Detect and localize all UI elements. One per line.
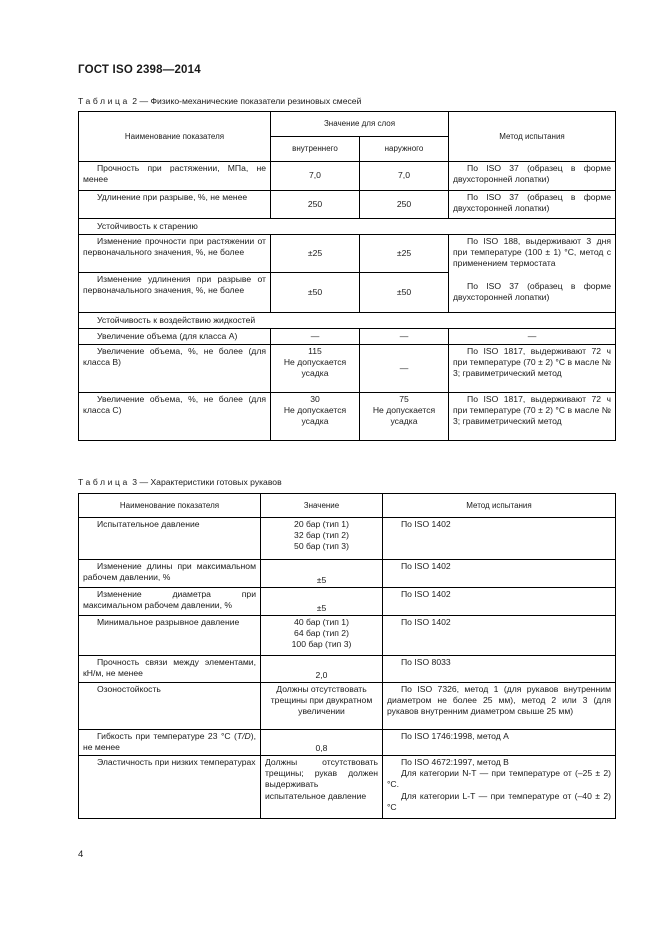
row-name: Изменение удлинения при разрыве от первоначального значения, %, не более xyxy=(79,273,271,313)
row-outer-value: 250 xyxy=(360,191,449,219)
table3-col-method: Метод испытания xyxy=(383,494,616,518)
value-note: Не допускается усадка xyxy=(283,405,347,427)
row-method: — xyxy=(449,329,616,345)
table2-caption-text: 2 — Физико-механические показатели резиновых смесей xyxy=(129,96,362,106)
table-row xyxy=(79,329,616,345)
table-row xyxy=(79,730,616,756)
row-name: Увеличение объема (для класса А) xyxy=(79,329,271,345)
row-outer-value: — xyxy=(360,329,449,345)
table-row xyxy=(79,219,616,235)
row-name: Озоностойкость xyxy=(79,683,261,730)
row-name: Эластичность при низких температурах xyxy=(79,756,261,819)
row-value: Должны отсутствовать трещины; рукав должен выдерживать испытательное давление xyxy=(261,756,383,819)
section-heading-fluids: Устойчивость к воздействию жидкостей xyxy=(79,313,616,329)
table2-caption xyxy=(78,96,361,106)
table3-col-name: Наименование показателя xyxy=(79,494,261,518)
row-outer-value: — xyxy=(360,345,449,393)
table2-col-inner: внутреннего xyxy=(271,137,360,162)
method-line: Для категории L-T — при температуре от (–40 ± 2) °С xyxy=(387,790,611,812)
table-row xyxy=(79,313,616,329)
value-number: 115 xyxy=(308,346,322,356)
row-method: По ISO 1402 xyxy=(383,588,616,616)
row-value xyxy=(261,518,383,560)
row-name: Испытательное давление xyxy=(79,518,261,560)
value-line: 100 бар (тип 3) xyxy=(291,639,352,650)
row-value: Должны отсутствовать трещины при двукратном увеличении xyxy=(261,683,383,730)
row-outer-value: 7,0 xyxy=(360,162,449,191)
table-row xyxy=(79,345,616,393)
value-number: 75 xyxy=(399,394,409,404)
row-method xyxy=(383,756,616,819)
value-line: 32 бар (тип 2) xyxy=(294,530,349,541)
row-name: Прочность связи между элементами, кН/м, не менее xyxy=(79,656,261,683)
row-name: Изменение длины при максимальном рабочем давлении, % xyxy=(79,560,261,588)
row-inner-value: 250 xyxy=(271,191,360,219)
table3 xyxy=(78,493,616,819)
value-line: 64 бар (тип 2) xyxy=(294,628,349,639)
document-title: ГОСТ ISO 2398—2014 xyxy=(78,64,201,76)
row-method: По ISO 188, выдерживают 3 дня при температуре (100 ± 1) °С, метод с применением термостата xyxy=(449,235,616,273)
row-value: ±5 xyxy=(261,588,383,616)
table-row xyxy=(79,588,616,616)
value-line: 40 бар (тип 1) xyxy=(294,617,349,627)
row-method: По ISO 1817, выдерживают 72 ч при температуре (70 ± 2) °С в масле № 3; гравиметрический метод xyxy=(449,393,616,441)
row-inner-value xyxy=(271,345,360,393)
row-inner-value: ±25 xyxy=(271,235,360,273)
row-method: По ISO 1402 xyxy=(383,616,616,656)
section-heading-aging: Устойчивость к старению xyxy=(79,219,616,235)
table3-col-value: Значение xyxy=(261,494,383,518)
table2-col-method: Метод испытания xyxy=(449,112,616,162)
name-part-italic: T/D xyxy=(236,731,251,741)
value-line: 20 бар (тип 1) xyxy=(294,519,349,529)
name-part: Гибкость при температуре 23 °С ( xyxy=(97,731,237,741)
table-row xyxy=(79,616,616,656)
row-method: По ISO 37 (образец в форме двухсторонней лопатки) xyxy=(449,191,616,219)
row-inner-value: — xyxy=(271,329,360,345)
method-line: По ISO 4672:1997, метод В xyxy=(401,757,509,767)
table2-col-value: Значение для слоя xyxy=(271,112,449,137)
row-inner-value xyxy=(271,393,360,441)
table3-caption-text: 3 — Характеристики готовых рукавов xyxy=(129,477,282,487)
table-row xyxy=(79,560,616,588)
table-row xyxy=(79,235,616,273)
row-method: По ISO 37 (образец в форме двухсторонней лопатки) xyxy=(449,162,616,191)
value-number: 30 xyxy=(310,394,320,404)
table-row xyxy=(79,518,616,560)
row-name: Изменение прочности при растяжении от первоначального значения, %, не более xyxy=(79,235,271,273)
table-row xyxy=(79,656,616,683)
row-method: По ISO 8033 xyxy=(383,656,616,683)
row-name: Прочность при растяжении, МПа, не менее xyxy=(79,162,271,191)
table-row xyxy=(79,273,616,313)
table3-caption xyxy=(78,477,282,487)
row-method: По ISO 1402 xyxy=(383,518,616,560)
row-outer-value: ±25 xyxy=(360,235,449,273)
row-outer-value: ±50 xyxy=(360,273,449,313)
table2-col-outer: наружного xyxy=(360,137,449,162)
value-note: Не допускается усадка xyxy=(283,357,347,379)
row-inner-value: 7,0 xyxy=(271,162,360,191)
row-name: Увеличение объема, %, не более (для класса С) xyxy=(79,393,271,441)
table3-header-row xyxy=(79,494,616,518)
table2-caption-word: Таблица xyxy=(78,96,130,106)
row-name: Увеличение объема, %, не более (для класса В) xyxy=(79,345,271,393)
table-row xyxy=(79,393,616,441)
table3-caption-word: Таблица xyxy=(78,477,130,487)
table2-header-row xyxy=(79,112,616,137)
method-line: Для категории N-T — при температуре от (–25 ± 2) °С. xyxy=(387,768,611,790)
row-value: 2,0 xyxy=(261,656,383,683)
row-value: 0,8 xyxy=(261,730,383,756)
table-row xyxy=(79,162,616,191)
row-name: Изменение диаметра при максимальном рабочем давлении, % xyxy=(79,588,261,616)
row-method: По ISO 37 (образец в форме двухсторонней лопатки) xyxy=(449,273,616,313)
table-row xyxy=(79,683,616,730)
name-part: ), не менее xyxy=(83,731,256,753)
value-note: Не допускается усадка xyxy=(372,405,436,427)
page-number: 4 xyxy=(78,849,84,860)
row-value xyxy=(261,616,383,656)
table-row xyxy=(79,191,616,219)
table2 xyxy=(78,111,616,441)
row-name: Минимальное разрывное давление xyxy=(79,616,261,656)
row-method: По ISO 1746:1998, метод А xyxy=(383,730,616,756)
row-method: По ISO 7326, метод 1 (для рукавов внутренним диаметром не более 25 мм), метод 2 или 3 (для рукавов внутренним диаметром свыше 25 мм) xyxy=(383,683,616,730)
value-line: 50 бар (тип 3) xyxy=(294,541,349,552)
row-name: Удлинение при разрыве, %, не менее xyxy=(79,191,271,219)
row-inner-value: ±50 xyxy=(271,273,360,313)
row-method: По ISO 1402 xyxy=(383,560,616,588)
row-value: ±5 xyxy=(261,560,383,588)
table-row xyxy=(79,756,616,819)
table2-col-name: Наименование показателя xyxy=(79,112,271,162)
row-method: По ISO 1817, выдерживают 72 ч при температуре (70 ± 2) °С в масле № 3; гравиметрический метод xyxy=(449,345,616,393)
row-name xyxy=(79,730,261,756)
row-outer-value xyxy=(360,393,449,441)
